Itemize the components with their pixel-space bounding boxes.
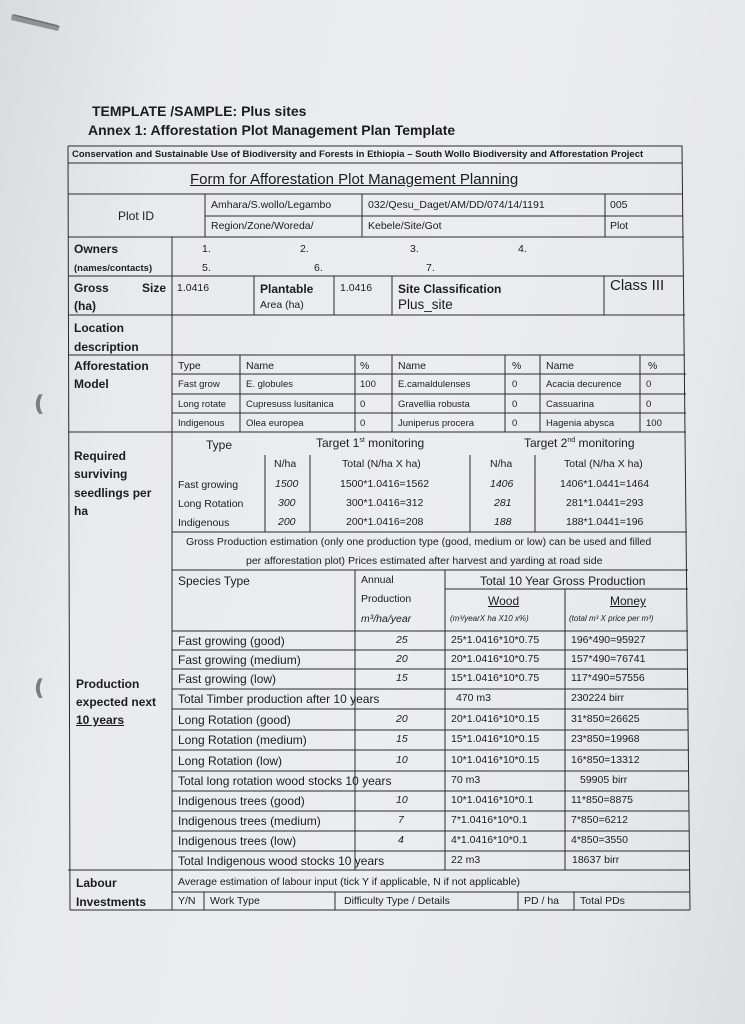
labour-header-pd: PD / ha — [524, 895, 560, 907]
production-total-money: 230224 birr — [571, 692, 625, 704]
owners-label: Owners — [74, 242, 119, 256]
kebele-value: 032/Qesu_Daget/AM/DD/074/14/1191 — [368, 199, 545, 211]
production-row-wood: 4*1.0416*10*0.1 — [451, 834, 528, 846]
labour-label-2: Investments — [76, 895, 147, 909]
plantable-label: Plantable — [260, 282, 314, 296]
labour-note: Average estimation of labour input (tick Y if applicable, N if not applicable) — [178, 876, 521, 888]
model-row-type: Fast grow — [178, 379, 220, 390]
production-label-2: expected next — [76, 695, 157, 709]
wood-header: Wood — [488, 594, 520, 608]
production-row-annual: 7 — [398, 814, 404, 826]
total-header: Total (N/ha X ha) — [342, 458, 421, 470]
model-row-name: E. globules — [246, 379, 294, 390]
seedlings-label-2: surviving — [74, 467, 128, 481]
location-label-2: description — [74, 340, 139, 354]
production-row-annual: 10 — [396, 794, 408, 806]
model-row-type: Indigenous — [178, 418, 225, 429]
model-header-pct: % — [360, 360, 370, 372]
class-value: Class III — [610, 277, 665, 294]
production-total-label: Total Indigenous wood stocks 10 years — [178, 854, 385, 868]
production-total-label: Total Timber production after 10 years — [178, 692, 380, 706]
owner-slot: 6. — [314, 262, 323, 274]
owner-slot: 3. — [410, 243, 419, 255]
punch-hole-icon: ❪ — [30, 676, 49, 701]
labour-header-difficulty: Difficulty Type / Details — [344, 895, 450, 907]
plot-number-value: 005 — [610, 199, 628, 211]
production-row-species: Fast growing (medium) — [178, 653, 301, 667]
gross-size-value: 1.0416 — [177, 282, 210, 294]
labour-header-yn: Y/N — [178, 895, 196, 907]
model-header-pct: % — [648, 360, 658, 372]
production-row-species: Indigenous trees (medium) — [178, 814, 321, 828]
production-row-annual: 15 — [396, 733, 408, 745]
seedlings-row-n2: 188 — [494, 516, 512, 528]
seedlings-row-type: Fast growing — [178, 479, 239, 491]
production-row-wood: 15*1.0416*10*0.15 — [451, 733, 540, 745]
production-row-species: Indigenous trees (low) — [178, 834, 297, 848]
model-row-name: Gravellia robusta — [398, 399, 470, 410]
labour-header-work: Work Type — [210, 895, 260, 907]
model-row-name: Acacia decurence — [546, 379, 622, 390]
model-row-pct: 0 — [512, 379, 518, 390]
production-label-3: 10 years — [76, 713, 125, 727]
nha-header: N/ha — [490, 458, 513, 470]
gross-size-label: Gross — [74, 281, 109, 295]
owner-slot: 4. — [518, 243, 527, 255]
seedlings-label-3: seedlings per — [74, 486, 152, 500]
page-title: TEMPLATE /SAMPLE: Plus sites — [92, 103, 307, 119]
production-row-species: Fast growing (good) — [178, 634, 285, 648]
production-row-wood: 7*1.0416*10*0.1 — [451, 814, 528, 826]
form-title: Form for Afforestation Plot Management Planning — [190, 171, 519, 188]
target-1-header: Target 1st monitoring — [316, 436, 425, 450]
model-row-name: Juniperus procera — [398, 418, 475, 429]
production-total-label: Total long rotation wood stocks 10 years — [178, 774, 392, 788]
seedlings-label-4: ha — [74, 504, 89, 518]
production-row-money: 196*490=95927 — [571, 634, 646, 646]
model-label-2: Model — [74, 377, 109, 391]
region-value: Amhara/S.wollo/Legambo — [211, 199, 332, 211]
model-row-name: Cupresuss lusitanica — [246, 399, 334, 410]
seedlings-label: Required — [74, 449, 127, 463]
production-total-wood: 470 m3 — [456, 692, 492, 704]
plot-id-label: Plot ID — [118, 209, 155, 223]
model-row-pct: 0 — [512, 399, 518, 410]
total-gross-header: Total 10 Year Gross Production — [480, 574, 646, 588]
production-row-money: 31*850=26625 — [571, 713, 640, 725]
seedlings-row-n1: 200 — [278, 516, 296, 528]
seedlings-row-type: Indigenous — [178, 517, 230, 529]
model-row-pct: 100 — [646, 418, 662, 429]
annual-header-3: m³/ha/year — [361, 613, 412, 625]
owner-slot: 5. — [202, 262, 211, 274]
production-row-money: 16*850=13312 — [571, 754, 640, 766]
production-row-species: Long Rotation (good) — [178, 713, 291, 727]
production-row-money: 11*850=8875 — [571, 794, 633, 806]
annual-header: Annual — [361, 574, 394, 586]
production-row-money: 117*490=57556 — [571, 672, 645, 684]
model-row-name: Cassuarina — [546, 399, 595, 410]
model-row-pct: 0 — [646, 379, 652, 390]
owner-slot: 7. — [426, 262, 435, 274]
seedlings-row-n1: 1500 — [275, 478, 299, 490]
production-row-species: Indigenous trees (good) — [178, 794, 305, 808]
production-row-annual: 15 — [396, 672, 408, 684]
production-row-annual: 4 — [398, 834, 404, 846]
production-row-wood: 10*1.0416*10*0.1 — [451, 794, 534, 806]
model-row-pct: 100 — [360, 379, 376, 390]
model-row-pct: 0 — [512, 418, 518, 429]
model-row-name: Olea europea — [246, 418, 304, 429]
plantable-value: 1.0416 — [340, 282, 373, 294]
seedlings-row-t1: 1500*1.0416=1562 — [340, 478, 430, 490]
production-row-money: 157*490=76741 — [571, 653, 646, 665]
model-row-name: Hagenia abysca — [546, 418, 615, 429]
labour-label: Labour — [76, 876, 117, 890]
production-row-species: Long Rotation (medium) — [178, 733, 307, 747]
kebele-label: Kebele/Site/Got — [368, 220, 442, 232]
production-row-annual: 25 — [396, 634, 408, 646]
location-label: Location — [74, 321, 124, 335]
money-header: Money — [610, 594, 647, 608]
seedlings-row-type: Long Rotation — [178, 498, 244, 510]
gross-production-note: Gross Production estimation (only one production type (good, medium or low) can be used and filled — [186, 536, 652, 548]
production-row-species: Long Rotation (low) — [178, 754, 283, 768]
production-row-annual: 10 — [396, 754, 408, 766]
total-header: Total (N/ha X ha) — [564, 458, 643, 470]
owner-slot: 2. — [300, 243, 309, 255]
model-header-name: Name — [246, 360, 275, 372]
production-label: Production — [76, 677, 140, 691]
species-type-header: Species Type — [178, 574, 250, 588]
production-total-money: 59905 birr — [580, 774, 628, 786]
seedlings-row-n2: 1406 — [490, 478, 514, 490]
region-label: Region/Zone/Woreda/ — [211, 220, 314, 232]
production-row-wood: 15*1.0416*10*0.75 — [451, 672, 540, 684]
seedlings-row-n1: 300 — [278, 497, 296, 509]
nha-header: N/ha — [274, 458, 297, 470]
seedlings-row-t2: 1406*1.0441=1464 — [560, 478, 650, 490]
gross-size-word: Size — [142, 281, 167, 295]
project-name: Conservation and Sustainable Use of Biodiversity and Forests in Ethiopia – South Wollo Biodiversity and Afforestation Project — [72, 149, 644, 160]
gross-production-note-2: per afforestation plot) Prices estimated after harvest and yarding at road side — [246, 555, 603, 567]
model-row-name: E.camaldulenses — [398, 379, 471, 390]
gross-size-unit: (ha) — [74, 299, 96, 313]
production-total-wood: 70 m3 — [451, 774, 481, 786]
annual-header-2: Production — [361, 593, 412, 605]
seedlings-row-t1: 200*1.0416=208 — [346, 516, 424, 528]
production-row-species: Fast growing (low) — [178, 672, 277, 686]
owner-slot: 1. — [202, 243, 211, 255]
owners-sublabel: (names/contacts) — [74, 263, 153, 274]
seedlings-row-t2: 281*1.0441=293 — [566, 497, 644, 509]
production-row-annual: 20 — [396, 713, 408, 725]
production-row-annual: 20 — [396, 653, 408, 665]
seedlings-row-n2: 281 — [494, 497, 512, 509]
model-header-name: Name — [546, 360, 575, 372]
model-row-pct: 0 — [360, 418, 366, 429]
labour-header-total: Total PDs — [580, 895, 625, 907]
model-header-name: Name — [398, 360, 427, 372]
plot-number-label: Plot — [610, 220, 629, 232]
wood-formula: (m³/yearX ha X10 x%) — [450, 614, 529, 623]
production-row-money: 23*850=19968 — [571, 733, 640, 745]
site-classification-label: Site Classification — [398, 282, 502, 296]
model-header-pct: % — [512, 360, 522, 372]
punch-hole-icon: ❪ — [30, 392, 49, 417]
seedlings-row-t1: 300*1.0416=312 — [346, 497, 424, 509]
model-header-type: Type — [178, 360, 201, 372]
seedlings-row-t2: 188*1.0441=196 — [566, 516, 644, 528]
seedlings-header-type: Type — [206, 438, 233, 452]
model-row-type: Long rotate — [178, 399, 227, 410]
target-2-header: Target 2nd monitoring — [524, 436, 635, 450]
production-row-money: 7*850=6212 — [571, 814, 628, 826]
production-row-money: 4*850=3550 — [571, 834, 628, 846]
production-total-money: 18637 birr — [572, 854, 620, 866]
production-row-wood: 25*1.0416*10*0.75 — [451, 634, 540, 646]
model-label: Afforestation — [74, 359, 149, 373]
site-classification-value: Plus_site — [398, 297, 453, 312]
production-row-wood: 10*1.0416*10*0.15 — [451, 754, 540, 766]
plantable-unit: Area (ha) — [260, 299, 304, 311]
model-row-pct: 0 — [360, 399, 366, 410]
page-subtitle: Annex 1: Afforestation Plot Management Plan Template — [88, 122, 456, 138]
production-row-wood: 20*1.0416*10*0.75 — [451, 653, 540, 665]
model-row-pct: 0 — [646, 399, 652, 410]
production-total-wood: 22 m3 — [451, 854, 481, 866]
production-row-wood: 20*1.0416*10*0.15 — [451, 713, 540, 725]
money-formula: (total m³ X price per m³) — [569, 614, 654, 623]
